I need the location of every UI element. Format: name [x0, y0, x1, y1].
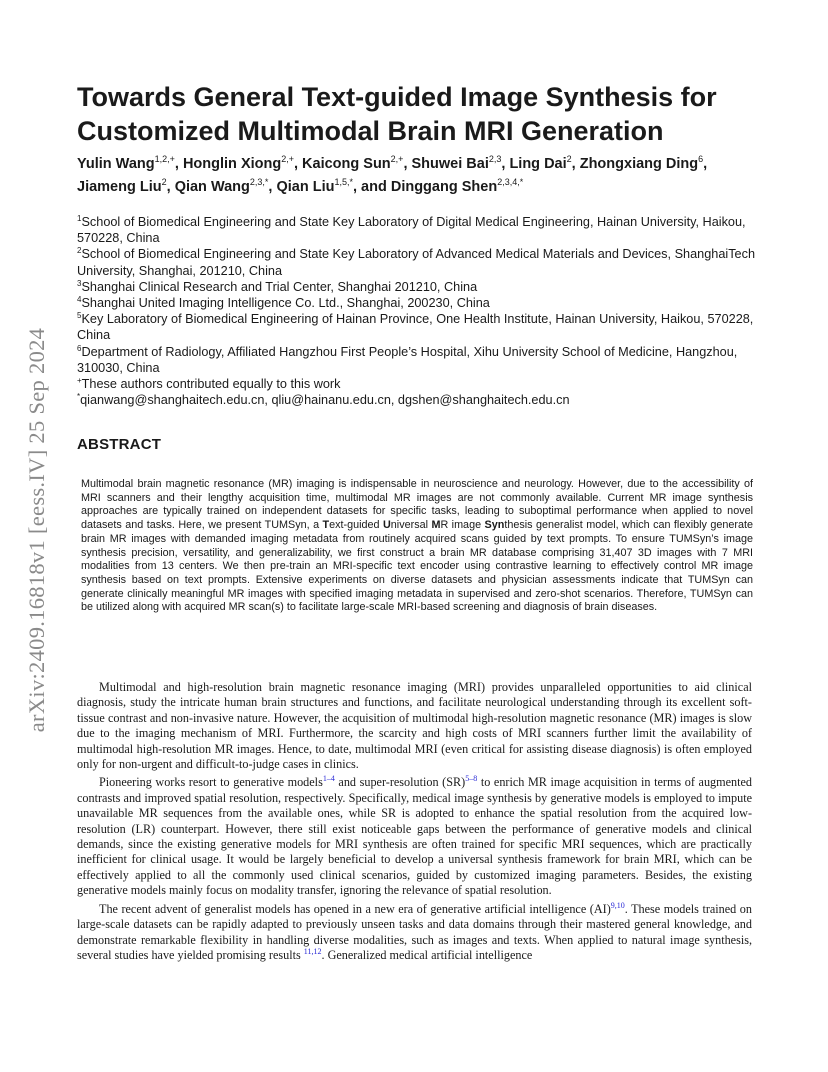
paper-title: [77, 80, 777, 148]
author: Yulin Wang$^{1,2,+}$,: [77, 154, 183, 172]
citation-link[interactable]: 9,10: [610, 900, 625, 910]
author: Dinggang Shen$^{2,3,4,*}$: [390, 177, 524, 195]
affiliation-item: $^1$School of Biomedical Engineering and State Key Laboratory of Digital Medical Engineering, Hainan University, Haikou, 570228, China: [77, 213, 746, 246]
author: Jiameng Liu$^2$,: [77, 177, 175, 195]
title-line-2: Customized Multimodal Brain MRI Generation: [77, 116, 664, 146]
author-list: [77, 153, 767, 199]
author: Kaicong Sun$^{2,+}$,: [302, 154, 412, 172]
author: Shuwei Bai$^{2,3}$,: [411, 154, 510, 172]
corresponding-emails: *qianwang@shanghaitech.edu.cn, qliu@hainanu.edu.cn, dgshen@shanghaitech.edu.cn: [77, 392, 570, 408]
author: Qian Wang$^{2,3,*}$,: [174, 177, 277, 195]
citation-link[interactable]: 11,12: [303, 946, 322, 956]
arxiv-sidebar: [22, 285, 52, 775]
body-paragraph: Multimodal and high-resolution brain magnetic resonance imaging (MRI) provides unparalleled opportunities to aid clinical diagnosis, study the intricate human brain structures and functions, and facilitate neurological understanding through its excellent soft-tissue contrast and non-invasive nature. However, the acquisition of multimodal high-resolution magnetic resonance (MR) images is slow due to the imaging mechanism of MRI. Furthermore, the scarcity and high costs of MRI scanners further limit the availability of multimodal high-resolution MR images. Hence, to date, multimodal MRI (even critical for assisting disease diagnosis) is often employed only for non-urgent and difficult-to-judge cases in clinics.: [77, 680, 752, 772]
affiliation-item: $^6$Department of Radiology, Affiliated Hangzhou First People’s Hospital, Xihu University School of Medicine, Hangzhou, 310030, China: [77, 343, 738, 375]
main-body: [77, 680, 752, 966]
body-paragraph: The recent advent of generalist models has opened in a new era of generative artificial intelligence (AI)$^{9,10}$. These models trained on large-scale datasets can be rapidly adapted to previously unseen tasks and data domains through their mastered general knowledge, and demonstrate remarkable flexibility in handling diverse modalities, such as images and texts. When applied to natural image synthesis, several studies have yielded promising results $^{11,12}$. Generalized medical artificial intelligence: [77, 900, 752, 962]
affiliation-item: $^2$School of Biomedical Engineering and State Key Laboratory of Advanced Medical Materials and Devices, ShanghaiTech University, Shanghai, 201210, China: [77, 246, 755, 278]
affiliation-item: $^5$Key Laboratory of Biomedical Engineering of Hainan Province, One Health Institute, Hainan University, Haikou, 570228, China: [77, 310, 754, 343]
affiliation-list: [77, 214, 757, 408]
author: Qian Liu$^{1,5,*}$, and: [276, 177, 391, 195]
author: Honglin Xiong$^{2,+}$,: [182, 154, 303, 172]
author: Zhongxiang Ding$^6$,: [579, 154, 708, 172]
citation-link[interactable]: 1–4: [322, 774, 335, 784]
affiliation-item: $^4$Shanghai United Imaging Intelligence Co. Ltd., Shanghai, 200230, China: [77, 294, 490, 311]
author: Ling Dai$^2$,: [509, 154, 580, 172]
citation-link[interactable]: 5–8: [465, 774, 478, 784]
abstract-heading: ABSTRACT: [77, 436, 162, 453]
equal-contribution-note: +These authors contributed equally to this work: [77, 375, 341, 392]
arxiv-stamp: arXiv:2409.16818v1 [eess.IV] 25 Sep 2024: [24, 327, 49, 733]
abstract-text: Multimodal brain magnetic resonance (MR) imaging is indispensable in neuroscience and neurology. However, due to the accessibility of MRI scanners and their lengthy acquisition time, multimodal MR images are not commonly available. Current MR image synthesis approaches are typically trained on independent datasets for specific tasks, leading to suboptimal performance when applied to novel datasets and tasks. Here, we present TUMSyn, a Text-guided Universal MR image Synthesis generalist model, which can flexibly generate brain MR images with demanded imaging metadata from routinely acquired scans guided by text prompts. To ensure TUMSyn’s image synthesis precision, versatility, and generalizability, we first construct a brain MR database comprising 31,407 3D images with 7 MRI modalities from 13 centers. We then pre-train an MRI-specific text encoder using contrastive learning to effectively control MR image synthesis based on text prompts. Extensive experiments on diverse datasets and physician assessments indicate that TUMSyn can generate clinically meaningful MR images with specified imaging metadata in supervised and zero-shot scenarios. Therefore, TUMSyn can be utilized along with acquired MR scan(s) to facilitate large-scale MRI-based screening and diagnosis of brain diseases.: [81, 478, 753, 614]
affiliation-item: $^3$Shanghai Clinical Research and Trial Center, Shanghai 201210, China: [77, 278, 478, 294]
body-paragraph: Pioneering works resort to generative models$^{1-4}$ and super-resolution (SR)$^{5-8}$ to enrich MR image acquisition in terms of augmented contrasts and improved spatial resolution, respectively. Specifically, medical image synthesis by generative models is employed to impute unavailable MR sequences from the available ones, while SR is adopted to enhance the spatial resolution from the acquired low-resolution (LR) counterpart. However, there still exist noticeable gaps between the performance of generative models and clinical demands, since the existing generative models for MRI synthesis are often trained for specific MRI sequences, which are practically inefficient for clinical usage. It would be largely beneficial to develop a universal synthesis framework for brain MRI, which can be effectively applied to all the commonly used clinical scenarios, guided by customized imaging parameters. Besides, the existing generative models mainly focus on modality transfer, ignoring the relevance of spatial resolution.: [77, 774, 753, 898]
title-line-1: Towards General Text-guided Image Synthesis for: [77, 82, 717, 112]
